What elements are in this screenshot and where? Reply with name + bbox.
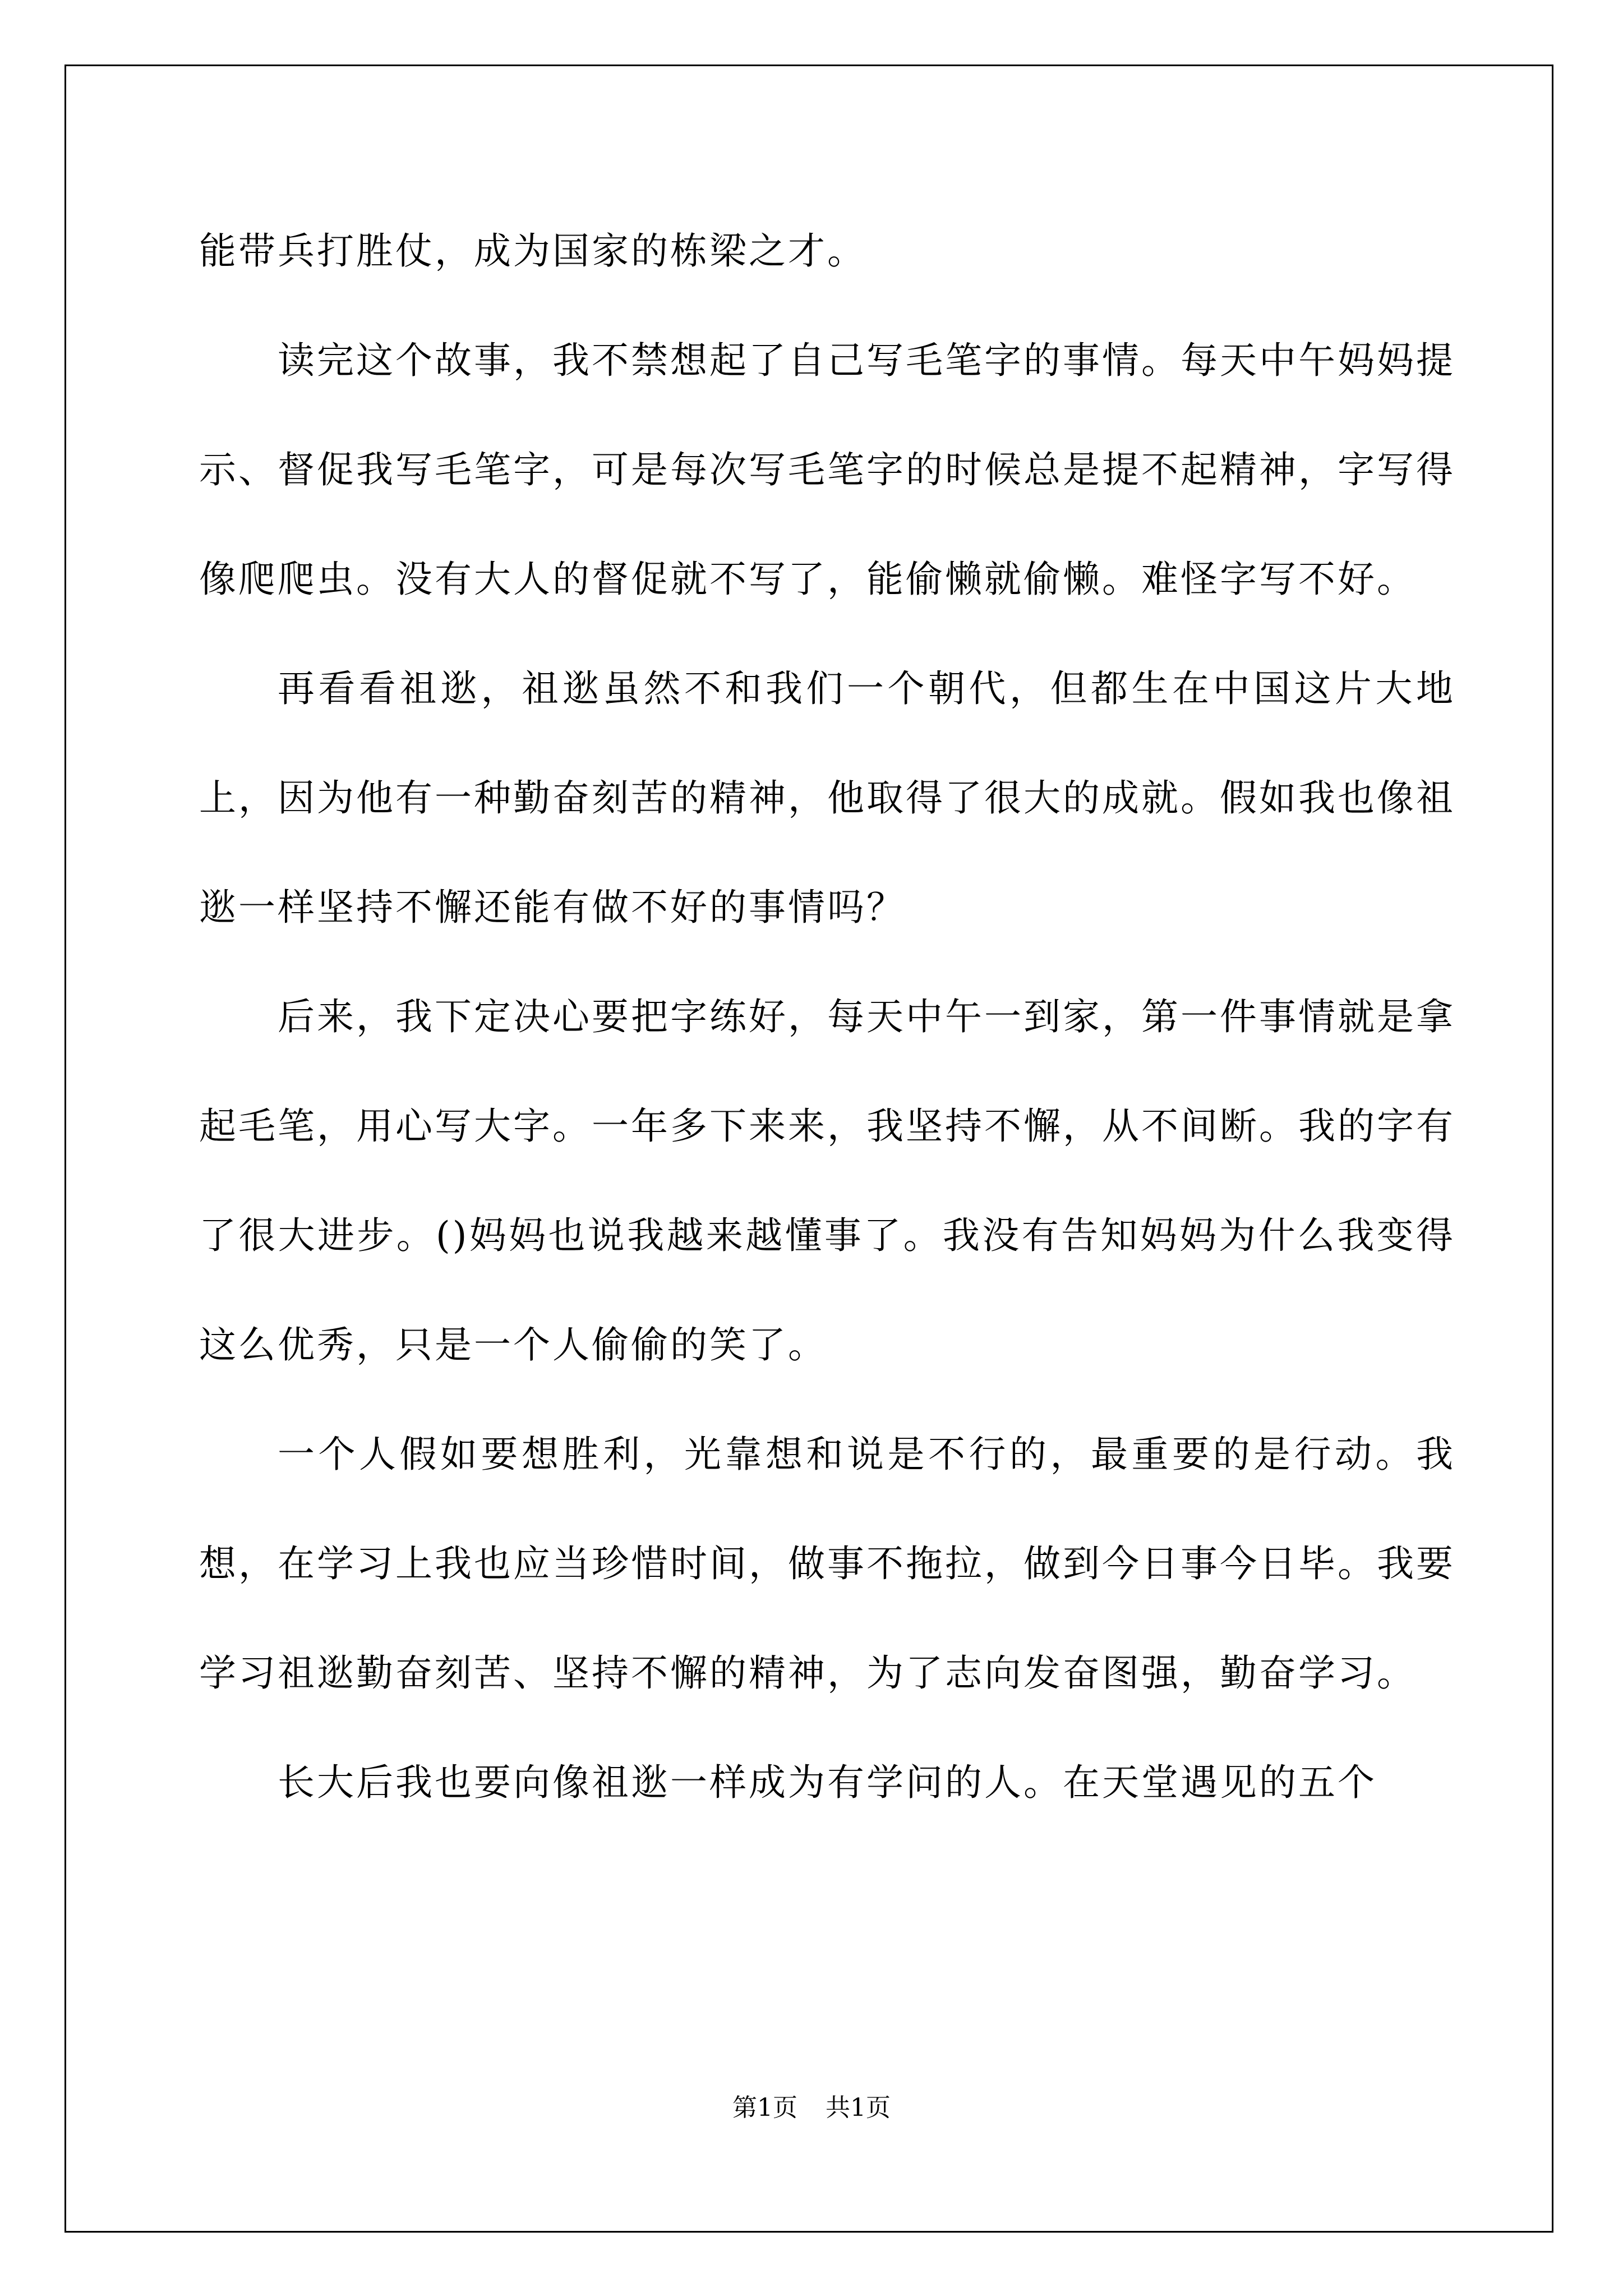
paragraph-6: 长大后我也要向像祖逖一样成为有学问的人。在天堂遇见的五个 xyxy=(278,1761,1377,1804)
page-total: 共1页 xyxy=(826,2093,891,2122)
paragraph-1: 能带兵打胜仗，成为国家的栋梁之才。 xyxy=(199,229,866,273)
paragraph-3: 再看看祖逖，祖逖虽然不和我们一个朝代，但都生在中国这片大地上，因为他有一种勤奋刻苦的精神，他取得了很大的成就。假如我也像祖逖一样坚持不懈还能有做不好的事情吗？ xyxy=(199,667,1455,929)
document-body xyxy=(199,196,1455,1837)
paragraph-5: 一个人假如要想胜利，光靠想和说是不行的，最重要的是行动。我想，在学习上我也应当珍惜时间，做事不拖拉，做到今日事今日毕。我要学习祖逖勤奋刻苦、坚持不懈的精神，为了志向发奋图强，勤奋学习。 xyxy=(199,1433,1455,1695)
page-number: 第1页 xyxy=(732,2093,797,2122)
paragraph-4: 后来，我下定决心要把字练好，每天中午一到家，第一件事情就是拿起毛笔，用心写大字。一年多下来来，我坚持不懈，从不间断。我的字有了很大进步。()妈妈也说我越来越懂事了。我没有告知妈妈为什么我变得这么优秀，只是一个人偷偷的笑了。 xyxy=(199,995,1455,1366)
page-footer xyxy=(0,2091,1623,2125)
paragraph-2: 读完这个故事，我不禁想起了自己写毛笔字的事情。每天中午妈妈提示、督促我写毛笔字，可是每次写毛笔字的时候总是提不起精神，字写得像爬爬虫。没有大人的督促就不写了，能偷懒就偷懒。难怪字写不好。 xyxy=(199,339,1455,601)
